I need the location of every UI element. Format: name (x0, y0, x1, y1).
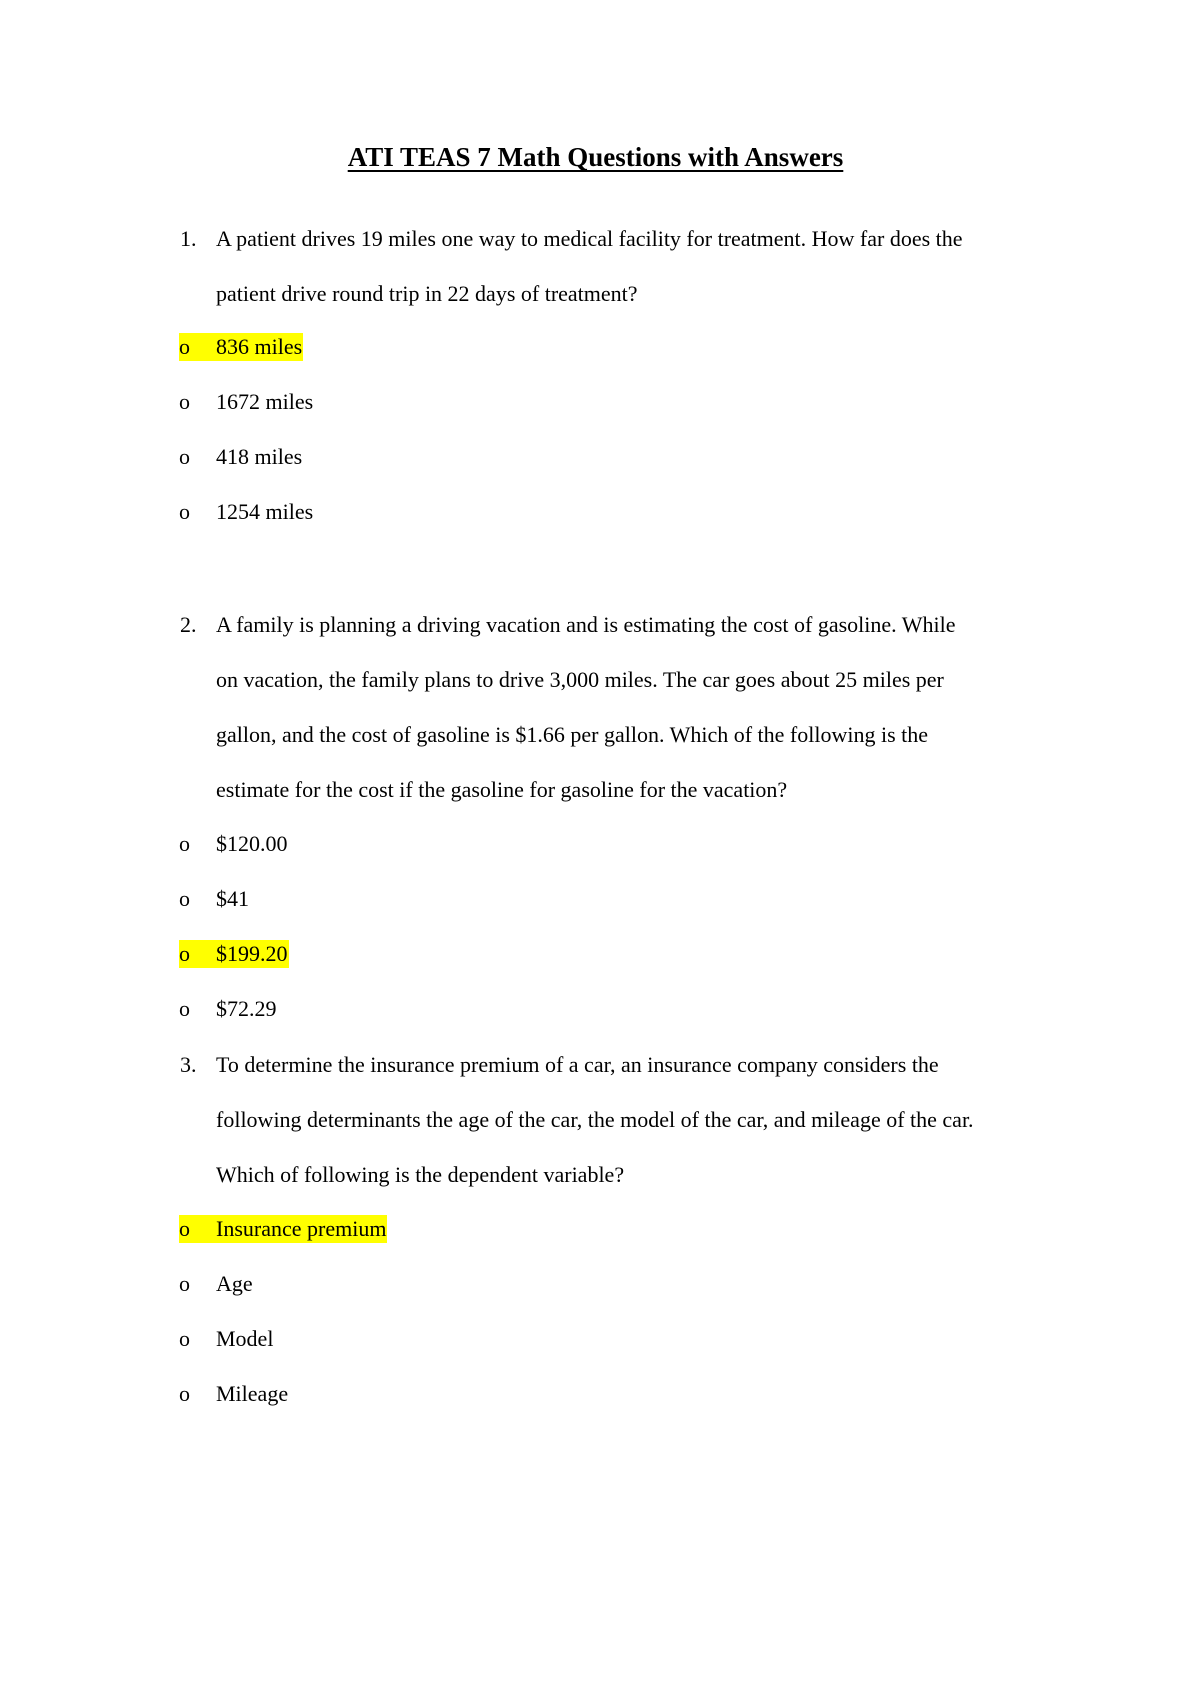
question-number: 1. (180, 226, 197, 251)
option-text: 418 miles (216, 444, 303, 469)
answer-option (179, 1380, 288, 1408)
bullet-icon: o (179, 996, 190, 1021)
answer-option (179, 498, 313, 526)
option-text: $120.00 (216, 831, 288, 856)
question-text-line: estimate for the cost if the gasoline for gasoline for the vacation? (216, 777, 788, 802)
question-text-line: Which of following is the dependent variable? (216, 1162, 625, 1187)
answer-option (179, 830, 288, 858)
answer-option-correct (179, 333, 303, 361)
option-text: $72.29 (216, 996, 277, 1021)
question-text-line: A family is planning a driving vacation and is estimating the cost of gasoline. While (216, 612, 956, 637)
question-text-line: on vacation, the family plans to drive 3,000 miles. The car goes about 25 miles per (216, 667, 944, 692)
question-text-line: following determinants the age of the car, the model of the car, and mileage of the car. (216, 1107, 974, 1132)
answer-option (179, 388, 313, 416)
bullet-icon: o (179, 334, 190, 359)
option-text: 1672 miles (216, 389, 314, 414)
answer-option-correct (179, 940, 289, 968)
answer-option (179, 1270, 253, 1298)
question-number: 3. (180, 1052, 197, 1077)
option-text: Model (216, 1326, 274, 1351)
answer-option (179, 995, 277, 1023)
answer-option (179, 885, 249, 913)
question-text-line: To determine the insurance premium of a car, an insurance company considers the (216, 1052, 939, 1077)
bullet-icon: o (179, 941, 190, 966)
option-text: 1254 miles (216, 499, 314, 524)
option-text: Mileage (216, 1381, 289, 1406)
bullet-icon: o (179, 444, 190, 469)
question-text-line: gallon, and the cost of gasoline is $1.66 per gallon. Which of the following is the (216, 722, 929, 747)
question-number: 2. (180, 612, 197, 637)
bullet-icon: o (179, 886, 190, 911)
option-text: Age (216, 1271, 253, 1296)
bullet-icon: o (179, 1271, 190, 1296)
question-text-line: A patient drives 19 miles one way to medical facility for treatment. How far does the (216, 226, 963, 251)
answer-option (179, 443, 302, 471)
option-text: $41 (216, 886, 249, 911)
bullet-icon: o (179, 1381, 190, 1406)
bullet-icon: o (179, 389, 190, 414)
answer-option (179, 1325, 273, 1353)
bullet-icon: o (179, 1216, 190, 1241)
option-text: 836 miles (216, 334, 303, 359)
question-text-line: patient drive round trip in 22 days of treatment? (216, 281, 638, 306)
bullet-icon: o (179, 1326, 190, 1351)
bullet-icon: o (179, 831, 190, 856)
answer-option-correct (179, 1215, 387, 1243)
document-title: ATI TEAS 7 Math Questions with Answers (347, 142, 844, 172)
option-text: Insurance premium (216, 1216, 387, 1241)
bullet-icon: o (179, 499, 190, 524)
option-text: $199.20 (216, 941, 288, 966)
